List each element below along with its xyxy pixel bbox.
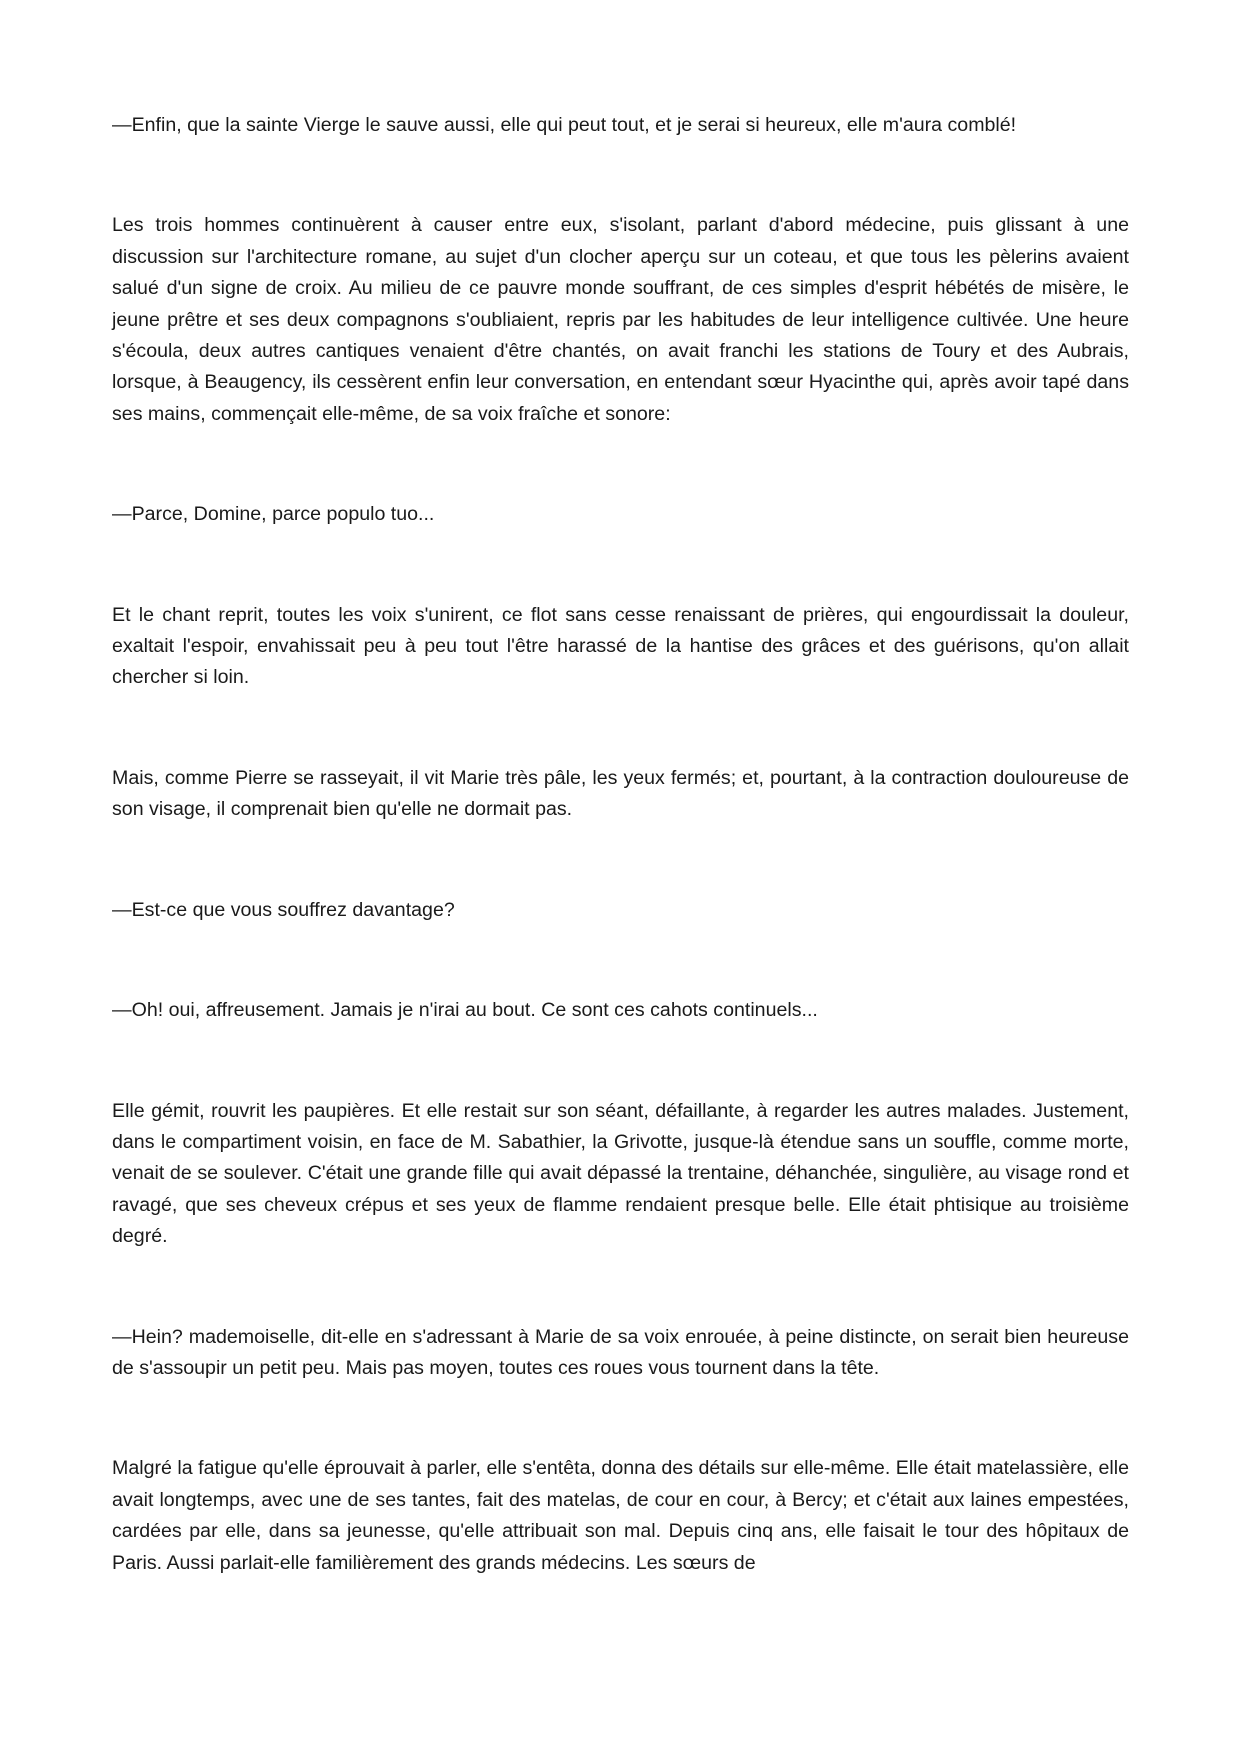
paragraph-4: Et le chant reprit, toutes les voix s'unirent, ce flot sans cesse renaissant de prières, qui engourdissait la douleur, exaltait l'espoir, envahissait peu à peu tout l'être harassé de la hantise des grâces et des guérisons, qu'on allait chercher si loin. <box>112 603 1129 689</box>
paragraph-10: Malgré la fatigue qu'elle éprouvait à parler, elle s'entêta, donna des détails sur elle-même. Elle était matelassière, elle avait longtemps, avec une de ses tantes, fait des matelas, de cour en cour, à Bercy; et c'était aux laines empestées, cardées par elle, dans sa jeunesse, qu'elle attribuait son mal. Depuis cinq ans, elle faisait le tour des hôpitaux de Paris. Aussi parlait-elle familièrement des grands médecins. Les sœurs de <box>112 1457 1129 1574</box>
document-body <box>112 110 1129 1579</box>
paragraph-7: —Oh! oui, affreusement. Jamais je n'irai au bout. Ce sont ces cahots continuels... <box>112 999 818 1022</box>
paragraph-3: —Parce, Domine, parce populo tuo... <box>112 503 435 526</box>
paragraph-8: Elle gémit, rouvrit les paupières. Et elle restait sur son séant, défaillante, à regarder les autres malades. Justement, dans le compartiment voisin, en face de M. Sabathier, la Grivotte, jusque-là étendue sans un souffle, comme morte, venait de se soulever. C'était une grande fille qui avait dépassé la trentaine, déhanchée, singulière, au visage rond et ravagé, que ses cheveux crépus et ses yeux de flamme rendaient presque belle. Elle était phtisique au troisième degré. <box>112 1099 1129 1248</box>
paragraph-2: Les trois hommes continuèrent à causer entre eux, s'isolant, parlant d'abord médecine, puis glissant à une discussion sur l'architecture romane, au sujet d'un clocher aperçu sur un coteau, et que tous les pèlerins avaient salué d'un signe de croix. Au milieu de ce pauvre monde souffrant, de ces simples d'esprit hébétés de misère, le jeune prêtre et ses deux compagnons s'oubliaient, repris par les habitudes de leur intelligence cultivée. Une heure s'écoula, deux autres cantiques venaient d'être chantés, on avait franchi les stations de Toury et des Aubrais, lorsque, à Beaugency, ils cessèrent enfin leur conversation, en entendant sœur Hyacinthe qui, après avoir tapé dans ses mains, commençait elle-même, de sa voix fraîche et sonore: <box>112 214 1129 425</box>
paragraph-5: Mais, comme Pierre se rasseyait, il vit Marie très pâle, les yeux fermés; et, pourtant, à la contraction douloureuse de son visage, il comprenait bien qu'elle ne dormait pas. <box>112 766 1129 821</box>
paragraph-6: —Est-ce que vous souffrez davantage? <box>112 898 455 921</box>
paragraph-1: —Enfin, que la sainte Vierge le sauve aussi, elle qui peut tout, et je serai si heureux, elle m'aura comblé! <box>112 114 1017 136</box>
paragraph-9: —Hein? mademoiselle, dit-elle en s'adressant à Marie de sa voix enrouée, à peine distincte, on serait bien heureuse de s'assoupir un petit peu. Mais pas moyen, toutes ces roues vous tournent dans la tête. <box>112 1325 1129 1379</box>
